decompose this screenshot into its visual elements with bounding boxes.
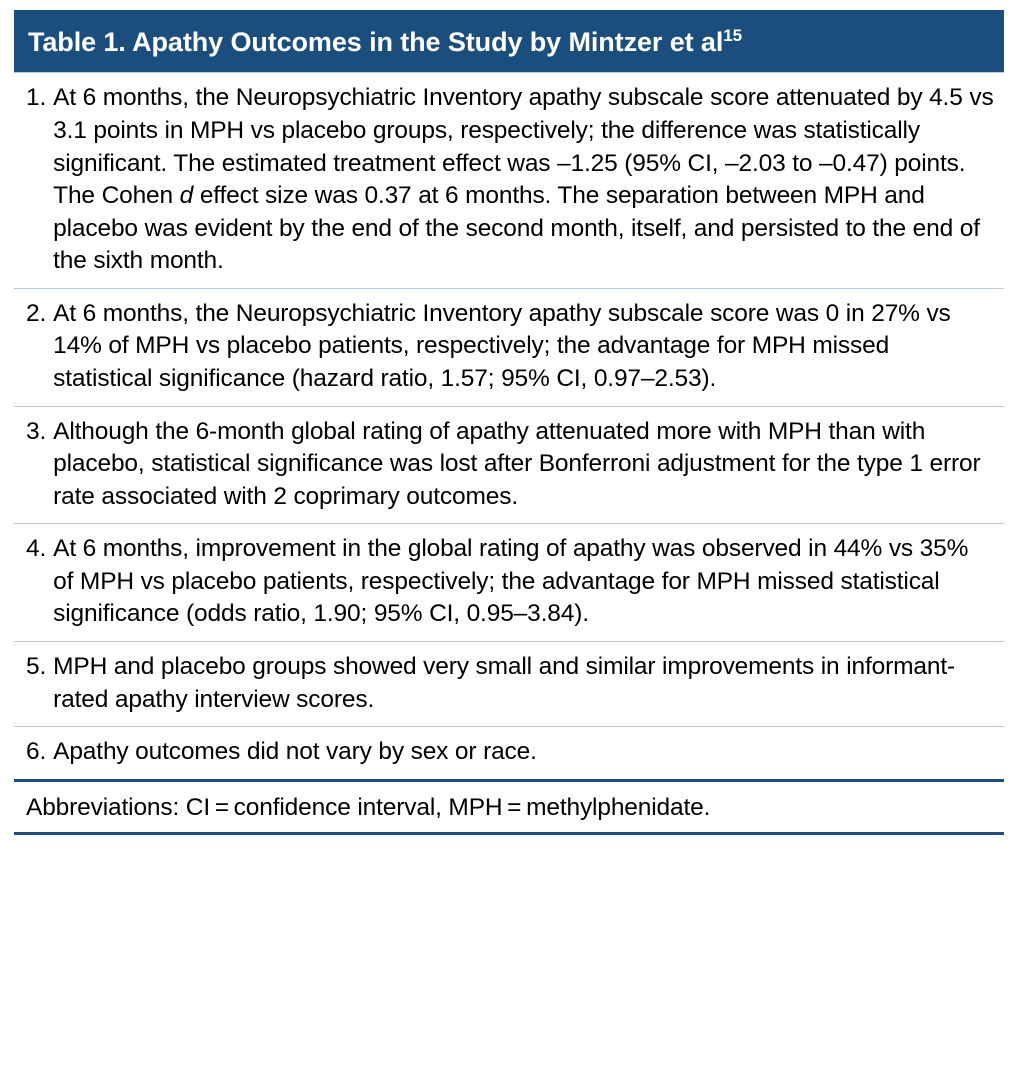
item-number: 2.	[26, 299, 47, 327]
table-row	[14, 72, 1004, 287]
table-caption	[14, 13, 1004, 72]
table-row	[14, 288, 1004, 406]
table-row	[14, 641, 1004, 726]
item-text-part-2: effect size was 0.37 at 6 months. The separation between MPH and placebo was evident by the end of the second month, itself, and persisted to the end of the sixth month.	[53, 182, 980, 275]
abbreviations-note: Abbreviations: CI = confidence interval, MPH = methylphenidate.	[26, 793, 711, 821]
item-text-part-1: At 6 months, the Neuropsychiatric Inventory apathy subscale score attenuated by 4.5 vs 3.1 points in MPH vs placebo groups, respectively; the difference was statistically significant. The estimated treatment effect was –1.25 (95% CI, –2.03 to –0.47) points. The Cohen	[53, 84, 994, 210]
item-number: 6.	[26, 738, 47, 766]
table-row	[14, 523, 1004, 641]
item-text	[53, 82, 994, 277]
table-footnote-row	[14, 779, 1004, 833]
list-item	[26, 651, 994, 716]
apathy-outcomes-table	[14, 10, 1004, 835]
item-number: 5.	[26, 653, 47, 681]
table-row	[14, 406, 1004, 524]
list-item	[26, 82, 994, 277]
item-text: At 6 months, improvement in the global rating of apathy was observed in 44% vs 35% of MPH vs placebo patients, respectively; the advantage for MPH missed statistical significance (odds ratio, 1.90; 95% CI, 0.95–3.84).	[53, 535, 969, 628]
list-item	[26, 533, 994, 631]
item-number: 3.	[26, 417, 47, 445]
item-number: 4.	[26, 535, 47, 563]
table-caption-reference: 15	[723, 26, 742, 45]
list-item	[26, 416, 994, 514]
list-item	[26, 736, 994, 769]
item-text-italic: d	[179, 182, 194, 210]
item-text: MPH and placebo groups showed very small and similar improvements in informant-rated apathy interview scores.	[53, 653, 955, 713]
table-caption-text: Table 1. Apathy Outcomes in the Study by Mintzer et al	[28, 27, 724, 57]
item-text: Although the 6-month global rating of apathy attenuated more with MPH than with placebo, statistical significance was lost after Bonferroni adjustment for the type 1 error rate associated with 2 coprimary outcomes.	[53, 417, 981, 510]
item-number: 1.	[26, 84, 47, 112]
table-row	[14, 726, 1004, 779]
item-text: At 6 months, the Neuropsychiatric Inventory apathy subscale score was 0 in 27% vs 14% of MPH vs placebo patients, respectively; the advantage for MPH missed statistical significance (hazard ratio, 1.57; 95% CI, 0.97–2.53).	[53, 299, 951, 393]
item-text: Apathy outcomes did not vary by sex or race.	[53, 738, 537, 766]
list-item	[26, 298, 994, 396]
